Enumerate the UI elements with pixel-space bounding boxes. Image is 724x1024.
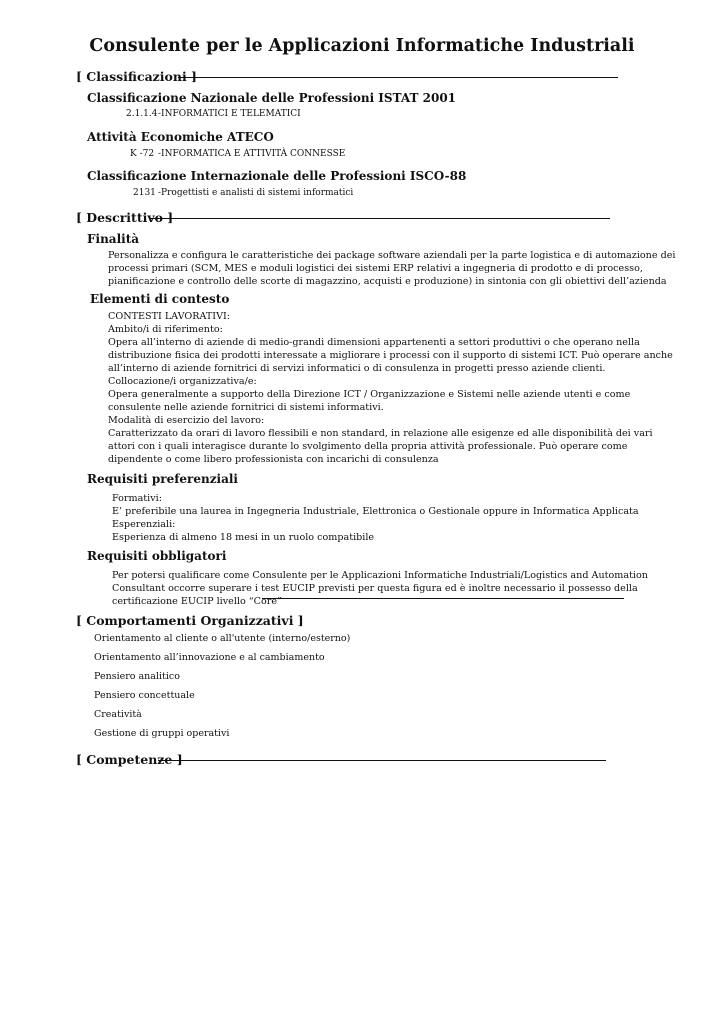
section-heading-competenze: [ Competenze ] bbox=[76, 752, 183, 767]
page-title: Consulente per le Applicazioni Informatiche Industriali bbox=[89, 36, 635, 56]
ateco-title: Attività Economiche ATECO bbox=[87, 130, 274, 144]
section-rule-descrittivo bbox=[150, 218, 610, 219]
finalita-line: pianificazione e controllo delle scorte di magazzino, acquisti e produzione) in sintonia con gli obiettivi dell’azienda bbox=[108, 276, 667, 287]
istat-desc: -INFORMATICI E TELEMATICI bbox=[158, 109, 301, 119]
contesto-title: Elementi di contesto bbox=[90, 292, 230, 306]
contesto-line: Opera all’interno di aziende di medio-grandi dimensioni appartenenti a settori produttivi o che operano nella bbox=[108, 337, 640, 348]
obbligatori-title: Requisiti obbligatori bbox=[87, 549, 227, 563]
comportamento-item: Pensiero concettuale bbox=[94, 690, 195, 701]
finalita-title: Finalità bbox=[87, 232, 140, 246]
section-heading-comportamenti: [ Comportamenti Organizzativi ] bbox=[76, 613, 304, 628]
ateco-code: K -72 bbox=[130, 149, 155, 159]
preferenziali-line: E’ preferibile una laurea in Ingegneria Industriale, Elettronica o Gestionale oppure in Informatica Applicata bbox=[112, 506, 639, 517]
contesto-line: attori con i quali interagisce durante lo svolgimento della propria attività professionale. Può operare come bbox=[108, 441, 628, 452]
obbligatori-text bbox=[112, 569, 648, 608]
preferenziali-text bbox=[112, 492, 639, 544]
preferenziali-title: Requisiti preferenziali bbox=[87, 472, 238, 486]
finalita-text bbox=[108, 249, 676, 288]
section-heading-descrittivo: [ Descrittivo ] bbox=[76, 210, 174, 225]
comportamento-item: Orientamento al cliente o all'utente (interno/esterno) bbox=[94, 633, 351, 644]
contesto-line: Collocazione/i organizzativa/e: bbox=[108, 376, 257, 387]
contesto-line: Modalità di esercizio del lavoro: bbox=[108, 415, 265, 426]
contesto-line: dipendente o come libero professionista con incarichi di consulenza bbox=[108, 454, 439, 465]
contesto-line: CONTESTI LAVORATIVI: bbox=[108, 311, 231, 322]
contesto-line: distribuzione fisica dei prodotti interessate a migliorare i processi con il supporto di sistemi ICT. Può operare anche bbox=[108, 350, 673, 361]
contesto-line: Opera generalmente a supporto della Direzione ICT / Organizzazione e Sistemi nelle aziende utenti e come bbox=[108, 389, 631, 400]
istat-title: Classificazione Nazionale delle Professioni ISTAT 2001 bbox=[87, 91, 457, 105]
obbligatori-line: Per potersi qualificare come Consulente per le Applicazioni Informatiche Industriali/Logistics and Automation bbox=[112, 570, 648, 581]
contesto-line: Ambito/i di riferimento: bbox=[108, 324, 223, 335]
preferenziali-line: Formativi: bbox=[112, 493, 162, 504]
finalita-line: Personalizza e configura le caratteristiche dei package software aziendali per la parte logistica e di automazione dei bbox=[108, 250, 676, 261]
comportamento-item: Gestione di gruppi operativi bbox=[94, 728, 230, 739]
isco-code: 2131 bbox=[133, 188, 156, 198]
section-rule-competenze bbox=[158, 760, 606, 761]
comportamento-item: Orientamento all’innovazione e al cambiamento bbox=[94, 652, 325, 663]
obbligatori-line: Consultant occorre superare i test EUCIP previsti per questa figura ed è inoltre necessario il possesso della bbox=[112, 583, 638, 594]
finalita-line: processi primari (SCM, MES e moduli logistici dei sistemi ERP relativi a ingegneria di prodotto e di processo, bbox=[108, 263, 643, 274]
comportamento-item: Creatività bbox=[94, 709, 142, 720]
isco-title: Classificazione Internazionale delle Professioni ISCO-88 bbox=[87, 169, 467, 183]
comportamento-item: Pensiero analitico bbox=[94, 671, 180, 682]
isco-desc: -Progettisti e analisti di sistemi informatici bbox=[158, 188, 354, 198]
section-rule-classificazioni bbox=[178, 77, 618, 78]
preferenziali-line: Esperienza di almeno 18 mesi in un ruolo compatibile bbox=[112, 532, 375, 543]
contesto-line: consulente nelle aziende fornitrici di sistemi informativi. bbox=[108, 402, 384, 413]
preferenziali-line: Esperenziali: bbox=[112, 519, 176, 530]
ateco-desc: -INFORMATICA E ATTIVITÀ CONNESSE bbox=[158, 149, 346, 159]
section-heading-classificazioni: [ Classificazioni ] bbox=[76, 69, 197, 84]
contesto-line: Caratterizzato da orari di lavoro flessibili e non standard, in relazione alle esigenze ed alle disponibilità dei vari bbox=[108, 428, 653, 439]
istat-code: 2.1.1.4 bbox=[126, 109, 158, 119]
obbligatori-rule bbox=[262, 598, 624, 599]
contesto-text bbox=[108, 310, 673, 466]
obbligatori-line: certificazione EUCIP livello “Core” bbox=[112, 596, 282, 607]
contesto-line: all’interno di aziende fornitrici di servizi informatici o di consulenza in progetti presso aziende clienti. bbox=[108, 363, 606, 374]
